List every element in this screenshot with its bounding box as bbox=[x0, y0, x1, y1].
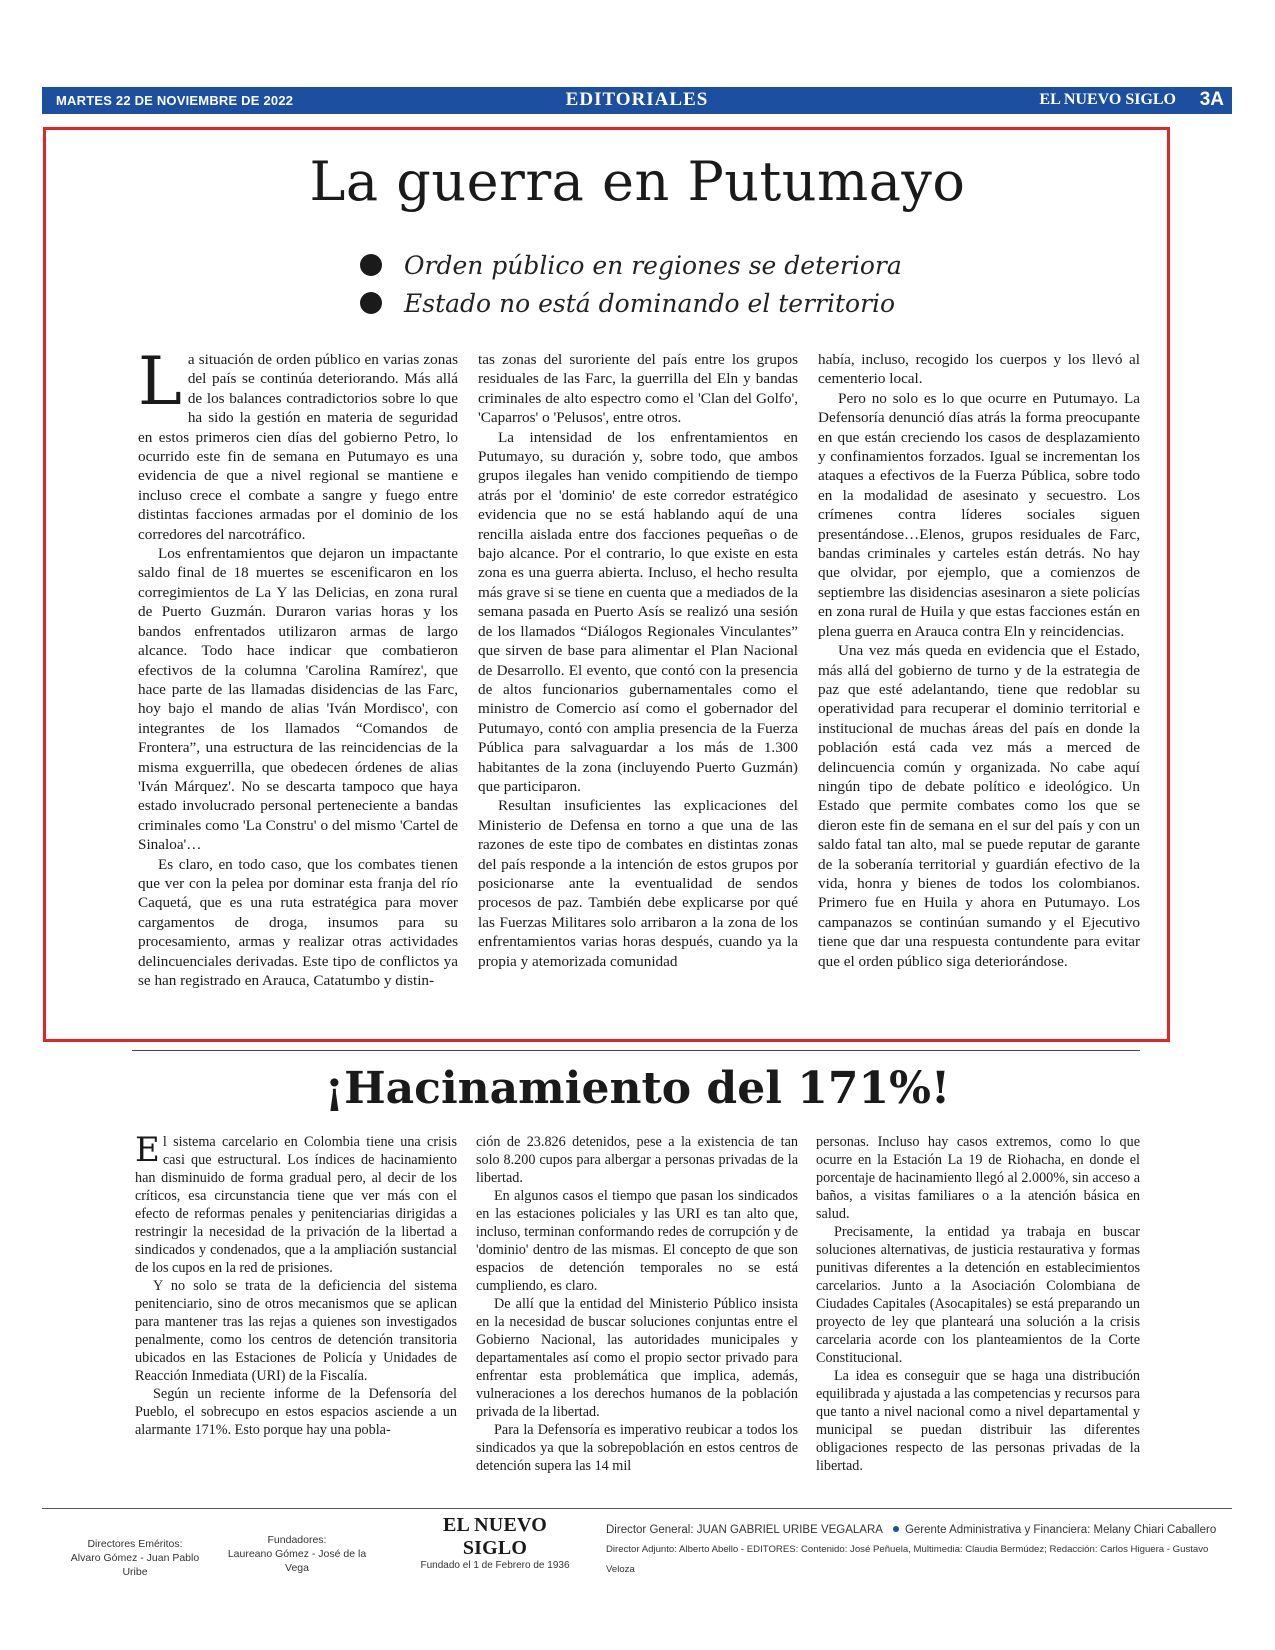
founders-label: Fundadores: bbox=[267, 1534, 327, 1546]
section-title: EDITORIALES bbox=[565, 89, 709, 110]
paragraph: La situación de orden público en varias zonas del país se continúa deteriorando. Más allá de los balances contradictorios sobre lo que ha sido la gestión en materia de seguridad en estos primeros cien días del gobierno Petro, lo ocurrido este fin de semana en Putumayo es una evidencia de que a nivel regional se mantiene e incluso crece el combate a sangre y fuego entre distintas facciones armadas por el dominio de los corredores del narcotráfico. bbox=[138, 343, 458, 543]
drop-cap: E bbox=[135, 1130, 160, 1170]
separator-dot-icon bbox=[893, 1526, 899, 1532]
editorial-1-title: La guerra en Putumayo bbox=[309, 150, 966, 213]
founders bbox=[222, 1533, 372, 1575]
footer-logo bbox=[420, 1514, 570, 1571]
section-divider bbox=[132, 1050, 1140, 1051]
editorial-2-column-3 bbox=[816, 1133, 1140, 1475]
founded-date: Fundado el 1 de Febrero de 1936 bbox=[420, 1560, 570, 1571]
editorial-1-column-1 bbox=[138, 343, 458, 990]
editorial-1-column-2 bbox=[478, 350, 798, 971]
paragraph: Según un reciente informe de la Defensoría del Pueblo, el sobrecupo en estos espacios asciende a un alarmante 171%. Esto porque hay una pobla- bbox=[135, 1386, 457, 1438]
founders-names: Laureano Gómez - José de la Vega bbox=[227, 1548, 367, 1574]
editorial-2-column-1 bbox=[135, 1130, 457, 1439]
emeritus-directors-names: Alvaro Gómez - Juan Pablo Uribe bbox=[70, 1552, 200, 1578]
page-number: 3A bbox=[1199, 89, 1224, 110]
emeritus-directors-label: Directores Eméritos: bbox=[87, 1538, 183, 1550]
paragraph: De allí que la entidad del Ministerio Público insista en la necesidad de buscar soluciones conjuntas entre el Gobierno Nacional, las autoridades municipales y departamentales así como el propio sector privado para enfrentar esta problemática que implica, además, vulneraciones a los derechos humanos de la población privada de la libertad. bbox=[476, 1296, 798, 1420]
paragraph: había, incluso, recogido los cuerpos y los llevó al cementerio local. bbox=[818, 351, 1140, 388]
paragraph: Resultan insuficientes las explicaciones del Ministerio de Defensa en torno a que una de las razones de este tipo de combates en distintas zonas del país responde a la intención de estos grupos por posicionarse ante la eventualidad de sendos procesos de paz. También debe explicarse por qué las Fuerzas Militares solo arribaron a la zona de los enfrentamientos varias horas después, cuando ya la propia y atemorizada comunidad bbox=[478, 797, 798, 970]
editorial-2-column-2 bbox=[476, 1133, 798, 1475]
footer-logo-text: EL NUEVO SIGLO bbox=[442, 1514, 547, 1559]
summary-item bbox=[360, 246, 1060, 284]
emeritus-directors bbox=[60, 1537, 210, 1579]
paragraph: Es claro, en todo caso, que los combates tienen que ver con la pelea por dominar esta franja del río Caquetá, que es una ruta estratégica para mover cargamentos de droga, insumos para su procesamiento, armas y realizar otras actividades delincuenciales derivadas. Este tipo de conflictos ya se han registrado en Arauca, Catatumbo y distin- bbox=[138, 855, 458, 989]
editorial-2-title: ¡Hacinamiento del 171%! bbox=[324, 1063, 951, 1114]
summary-text: Estado no está dominando el territorio bbox=[404, 288, 896, 318]
paragraph: personas. Incluso hay casos extremos, como lo que ocurre en la Estación La 19 de Riohacha, en donde el porcentaje de hacinamiento llegó al 2.000%, sin acceso a baños, a visitas familiares o a la atención básica en salud. bbox=[816, 1134, 1140, 1222]
paragraph: Los enfrentamientos que dejaron un impactante saldo final de 18 muertes se escenificaron en los corregimientos de La Y las Delicias, en zona rural de Puerto Guzmán. Duraron varias horas y los bandos enfrentados utilizaron armas de largo alcance. Todo hace indicar que combatieron efectivos de la columna 'Carolina Ramírez', que hace parte de las llamadas disidencias de las Farc, hoy bajo el mando de alias 'Iván Mordisco', con integrantes de los llamados “Comandos de Frontera”, una estructura de las reincidencias de la misma exguerrilla, que obedecen órdenes de alias 'Iván Márquez'. No se descarta tampoco que haya estado involucrado personal perteneciente a bandas criminales como 'La Constru' o del mismo 'Cartel de Sinaloa'… bbox=[138, 545, 458, 854]
editorial-credits: Director Adjunto: Alberto Abello - EDITORES: Contenido: José Peñuela, Multimedia: Claudia Bermúdez; Redacción: Carlos Higuera - Gustavo Veloza bbox=[606, 1544, 1209, 1575]
paragraph: Y no solo se trata de la deficiencia del sistema penitenciario, sino de otros mecanismos que se aplican para mantener tras las rejas a quienes son investigados penalmente, como los centros de detención transitoria ubicados en las Estaciones de Policía y Unidades de Reacción Inmediata (URI) de la Fiscalía. bbox=[135, 1278, 457, 1384]
editorial-1-column-3 bbox=[818, 350, 1140, 971]
paragraph: La intensidad de los enfrentamientos en Putumayo, su duración y, sobre todo, que ambos grupos ilegales han venido compitiendo de tiempo atrás por el 'dominio' de este corredor estratégico evidencia que no se está hablando aquí de una rencilla aislada entre dos facciones pequeñas o de bajo alcance. Por el contrario, lo que existe en esta zona es una guerra abierta. Incluso, el hecho resulta más grave si se tiene en cuenta que a mediados de la semana pasada en Puerto Asís se realizó una sesión de los llamados “Diálogos Regionales Vinculantes” que sirven de base para alimentar el Plan Nacional de Desarrollo. El evento, que contó con la presencia de altos funcionarios gubernamentales como el ministro de Comercio así como el gobernador del Putumayo, contó con amplia presencia de la Fuerza Pública para salvaguardar a los más de 1.300 habitantes de la zona (incluyendo Puerto Guzmán) que participaron. bbox=[478, 428, 798, 795]
editorial-1-summary bbox=[360, 246, 1060, 322]
drop-cap: L bbox=[138, 343, 182, 420]
paragraph: ción de 23.826 detenidos, pese a la existencia de tan solo 8.200 cupos para albergar a personas privadas de la libertad. bbox=[476, 1134, 798, 1186]
paragraph: Precisamente, la entidad ya trabaja en buscar soluciones alternativas, de justicia restaurativa y formas punitivas diferentes a la detención en establecimientos carcelarios. Junto a la Asociación Colombiana de Ciudades Capitales (Asocapitales) se está preparando un proyecto de ley que planteará una solución a la crisis carcelaria acorde con los planteamientos de la Corte Constitucional. bbox=[816, 1224, 1140, 1366]
paragraph: Pero no solo es lo que ocurre en Putumayo. La Defensoría denunció días atrás la forma preocupante en que están creciendo los casos de desplazamiento y confinamientos forzados. Igual se incrementan los ataques a efectivos de la Fuerza Pública, sobre todo en la modalidad de asesinato y secuestro. Los crímenes contra líderes sociales siguen presentándose…Elenos, grupos residuales de Farc, bandas criminales y carteles están detrás. No hay que olvidar, por ejemplo, que a comienzos de septiembre las disidencias asesinaron a siete policías en zona rural de Huila y que estas facciones están en plena guerra en Arauca contra Eln y reincidencias. bbox=[818, 389, 1140, 640]
footer-rule bbox=[42, 1508, 1232, 1509]
administrative-manager: Gerente Administrativa y Financiera: Melany Chiari Caballero bbox=[904, 1524, 1217, 1536]
paragraph: Una vez más queda en evidencia que el Estado, más allá del gobierno de turno y de la estrategia de paz que esté adelantando, tiene que redoblar su operatividad para recuperar el dominio territorial e institucional de muchas áreas del país en donde la población está cada vez más a merced de delincuencia común y organizada. No cabe aquí ningún tipo de debate político e ideológico. Un Estado que permite combates como los que se dieron este fin de semana en el sur del país y con un saldo fatal tan alto, mal se puede reputar de garante de la soberanía territorial y guardián efectivo de la vida, honra y bienes de todos los colombianos. Primero fue en Huila y ahora en Putumayo. Los campanazos se continúan sumando y el Ejecutivo tiene que dar una respuesta contundente para evitar que el orden público siga deteriorándose. bbox=[818, 642, 1140, 970]
bullet-icon bbox=[360, 292, 382, 314]
summary-text: Orden público en regiones se deteriora bbox=[404, 250, 902, 280]
editorial-staff bbox=[606, 1520, 1226, 1580]
edition-date: MARTES 22 DE NOVIEMBRE DE 2022 bbox=[56, 93, 294, 108]
newspaper-brand: EL NUEVO SIGLO bbox=[1039, 91, 1176, 108]
paragraph: tas zonas del suroriente del país entre los grupos residuales de las Farc, la guerrilla del Eln y bandas criminales de alto espectro como el 'Clan del Golfo', 'Caparros' o 'Pelusos', entre otros. bbox=[478, 351, 798, 427]
paragraph: En algunos casos el tiempo que pasan los sindicados en las estaciones policiales y las URI es tan alto que, incluso, terminan conformando redes de corrupción y de 'dominio' dentro de las mismas. El concepto de que son espacios de detención temporales no se está cumpliendo, es claro. bbox=[476, 1188, 798, 1294]
director-general: Director General: JUAN GABRIEL URIBE VEGALARA bbox=[606, 1524, 883, 1536]
bullet-icon bbox=[360, 254, 382, 276]
page-header-bar bbox=[42, 87, 1232, 114]
summary-item bbox=[360, 284, 1060, 322]
paragraph: La idea es conseguir que se haga una distribución equilibrada y ajustada a las competencias y recursos para que tanto a nivel nacional como a nivel departamental y municipal se puedan distribuir las diferentes obligaciones respecto de las personas privadas de la libertad. bbox=[816, 1368, 1140, 1474]
paragraph: Para la Defensoría es imperativo reubicar a todos los sindicados ya que la sobrepoblación en estos centros de detención supera las 14 mil bbox=[476, 1422, 798, 1474]
paragraph: El sistema carcelario en Colombia tiene una crisis casi que estructural. Los índices de hacinamiento han disminuido de forma gradual pero, al decir de los críticos, esa circunstancia tiene que ver más con el efecto de reformas penales y penitenciarias dirigidas a restringir la necesidad de la privación de la libertad a sindicados y condenados, que a la ampliación sustancial de los cupos en la red de prisiones. bbox=[135, 1130, 457, 1276]
